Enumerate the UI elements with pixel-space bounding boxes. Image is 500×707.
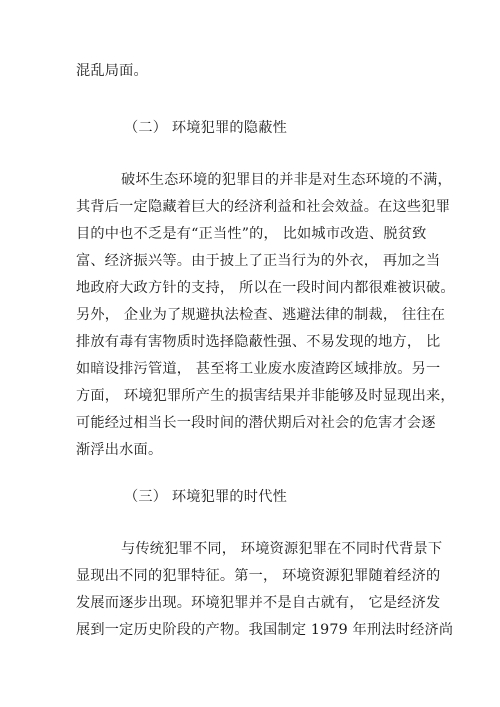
paragraph-line: 富、经济振兴等。由于披上了正当行为的外衣， 再加之当: [76, 253, 441, 269]
paragraph-line: 地政府大政方针的支持， 所以在一段时间内都很难被识破。: [76, 280, 455, 296]
paragraph-line: 目的中也不乏是有“正当性”的， 比如城市改造、脱贫致: [76, 226, 427, 242]
paragraph-line: 显现出不同的犯罪特征。第一， 环境资源犯罪随着经济的: [76, 568, 441, 584]
paragraph-line: 展到一定历史阶段的产物。我国制定 1979 年刑法时经济尚: [76, 622, 454, 638]
paragraph-line: 渐浮出水面。: [76, 442, 163, 458]
paragraph-line: 另外， 企业为了规避执法检查、逃避法律的制裁， 往往在: [76, 307, 446, 323]
paragraph-line: 可能经过相当长一段时间的潜伏期后对社会的危害才会逐: [76, 415, 436, 431]
paragraph-line: 排放有毒有害物质时选择隐蔽性强、不易发现的地方， 比: [76, 334, 441, 350]
paragraph-line: 破坏生态环境的犯罪目的并非是对生态环境的不满，: [121, 172, 452, 188]
section-heading: （三） 环境犯罪的时代性: [124, 489, 287, 505]
section-heading: （二） 环境犯罪的隐蔽性: [124, 120, 287, 136]
paragraph-line: 混乱局面。: [76, 63, 148, 79]
paragraph-line: 与传统犯罪不同， 环境资源犯罪在不同时代背景下: [121, 541, 443, 557]
paragraph-line: 其背后一定隐藏着巨大的经济利益和社会效益。在这些犯罪: [76, 199, 451, 215]
paragraph-line: 发展而逐步出现。环境犯罪并不是自古就有， 它是经济发: [76, 595, 441, 611]
paragraph-line: 方面， 环境犯罪所产生的损害结果并非能够及时显现出来，: [76, 388, 455, 404]
paragraph-line: 如暗设排污管道， 甚至将工业废水废渣跨区域排放。另一: [76, 361, 441, 377]
